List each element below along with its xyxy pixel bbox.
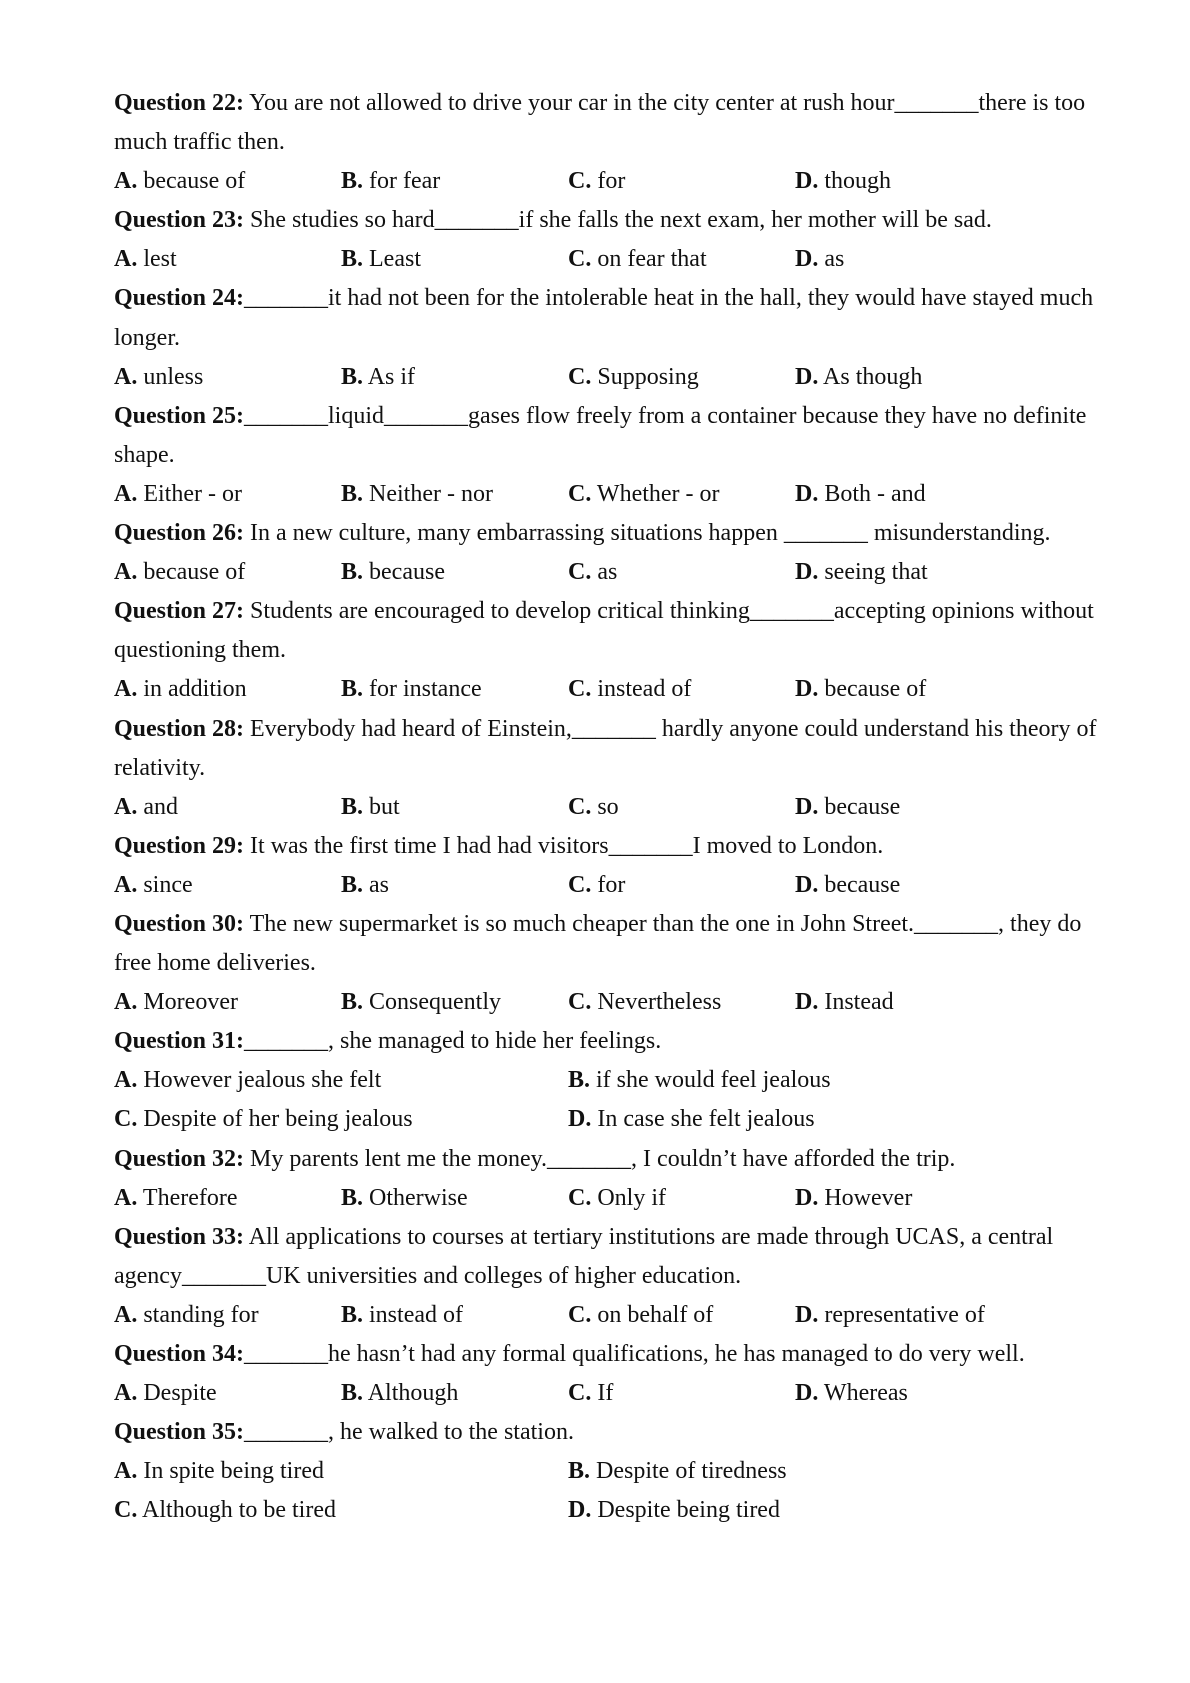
question-sheet: [114, 84, 1100, 1530]
question-stem: [114, 279, 1100, 357]
answer-option[interactable]: [114, 1491, 568, 1530]
answer-option[interactable]: [114, 788, 341, 827]
option-letter: B.: [341, 559, 364, 586]
question-label: Question 26:: [114, 520, 245, 547]
question-block: [114, 1413, 1100, 1530]
question-text: _______, he walked to the station.: [244, 1419, 574, 1446]
option-text: because of: [137, 168, 246, 195]
question-label: Question 25:: [114, 402, 245, 429]
question-text: _______it had not been for the intolerable heat in the hall, they would have stayed much longer.: [114, 285, 1094, 351]
answer-option[interactable]: [341, 1374, 568, 1413]
option-letter: D.: [795, 246, 819, 273]
answer-option[interactable]: [568, 358, 795, 397]
answer-options: [114, 162, 1100, 201]
question-label: Question 29:: [114, 832, 245, 859]
option-text: because: [363, 559, 445, 586]
option-letter: B.: [341, 1184, 364, 1211]
question-stem: [114, 1335, 1100, 1374]
option-text: for: [591, 168, 626, 195]
option-letter: B.: [568, 1458, 591, 1485]
option-letter: A.: [114, 168, 138, 195]
question-label: Question 33:: [114, 1223, 245, 1250]
option-letter: A.: [114, 989, 138, 1016]
answer-option[interactable]: [568, 1061, 1022, 1100]
answer-option[interactable]: [568, 670, 795, 709]
option-letter: D.: [568, 1497, 592, 1524]
option-letter: C.: [568, 1380, 592, 1407]
question-text: It was the first time I had had visitors_______I moved to London.: [244, 832, 884, 859]
answer-option[interactable]: [114, 1179, 341, 1218]
option-text: Least: [363, 246, 421, 273]
option-text: since: [137, 871, 193, 898]
option-text: on fear that: [591, 246, 707, 273]
answer-option[interactable]: [795, 553, 1022, 592]
option-letter: D.: [795, 793, 819, 820]
answer-option[interactable]: [568, 983, 795, 1022]
option-text: as: [363, 871, 390, 898]
option-letter: B.: [341, 363, 364, 390]
question-block: [114, 84, 1100, 201]
question-label: Question 24:: [114, 285, 245, 312]
option-text: seeing that: [818, 559, 928, 586]
option-text: standing for: [137, 1301, 259, 1328]
option-letter: A.: [114, 246, 138, 273]
answer-option[interactable]: [114, 1452, 568, 1491]
question-text: You are not allowed to drive your car in the city center at rush hour_______there is too much traffic then.: [114, 90, 1086, 156]
option-text: on behalf of: [591, 1301, 714, 1328]
option-letter: C.: [568, 363, 592, 390]
answer-option[interactable]: [114, 1374, 341, 1413]
option-text: representative of: [818, 1301, 985, 1328]
answer-option[interactable]: [795, 788, 1022, 827]
answer-option[interactable]: [568, 788, 795, 827]
option-text: so: [591, 793, 619, 820]
question-block: [114, 514, 1100, 592]
option-text: Either - or: [137, 480, 242, 507]
question-block: [114, 905, 1100, 1022]
option-text: unless: [137, 363, 204, 390]
option-letter: B.: [568, 1067, 591, 1094]
answer-option[interactable]: [341, 358, 568, 397]
question-label: Question 32:: [114, 1145, 245, 1172]
question-label: Question 30:: [114, 910, 245, 937]
answer-option[interactable]: [568, 1491, 1022, 1530]
answer-option[interactable]: [341, 670, 568, 709]
option-text: In case she felt jealous: [591, 1106, 815, 1133]
option-letter: D.: [795, 1301, 819, 1328]
option-text: However jealous she felt: [137, 1067, 382, 1094]
option-text: Despite: [137, 1380, 217, 1407]
option-letter: B.: [341, 989, 364, 1016]
answer-option[interactable]: [568, 1374, 795, 1413]
option-text: lest: [137, 246, 177, 273]
option-text: Neither - nor: [363, 480, 493, 507]
option-text: though: [818, 168, 892, 195]
question-block: [114, 710, 1100, 827]
question-label: Question 34:: [114, 1341, 245, 1367]
answer-option[interactable]: [795, 1296, 1022, 1335]
option-letter: D.: [795, 480, 819, 507]
option-letter: D.: [795, 559, 819, 586]
option-text: for instance: [363, 676, 482, 703]
answer-option[interactable]: [795, 866, 1022, 905]
option-letter: B.: [341, 480, 364, 507]
option-text: Although: [363, 1380, 459, 1407]
question-label: Question 27:: [114, 598, 245, 625]
option-letter: D.: [795, 989, 819, 1016]
option-text: and: [137, 793, 178, 820]
option-letter: A.: [114, 480, 138, 507]
option-letter: A.: [114, 363, 138, 390]
question-stem: [114, 84, 1100, 162]
option-letter: A.: [114, 1380, 138, 1407]
answer-option[interactable]: [568, 1452, 1022, 1491]
answer-option[interactable]: [568, 1100, 1022, 1139]
answer-option[interactable]: [114, 162, 341, 201]
option-letter: A.: [114, 871, 138, 898]
option-letter: C.: [568, 989, 592, 1016]
answer-option[interactable]: [795, 240, 1022, 279]
question-text: My parents lent me the money._______, I couldn’t have afforded the trip.: [244, 1145, 956, 1172]
option-letter: A.: [114, 1301, 138, 1328]
answer-options: [114, 475, 1100, 514]
answer-options: [114, 670, 1100, 709]
answer-option[interactable]: [114, 983, 341, 1022]
question-text: _______he hasn’t had any formal qualifications, he has managed to do very well.: [244, 1341, 1025, 1367]
question-text: All applications to courses at tertiary institutions are made through UCAS, a central agency_______UK universities and colleges of higher education.: [114, 1223, 1054, 1289]
answer-options: [114, 240, 1100, 279]
option-letter: B.: [341, 1380, 364, 1407]
answer-options: [114, 1452, 1100, 1530]
answer-option[interactable]: [568, 240, 795, 279]
answer-options: [114, 358, 1100, 397]
answer-option[interactable]: [114, 866, 341, 905]
answer-option[interactable]: [341, 162, 568, 201]
option-text: Only if: [591, 1184, 667, 1211]
question-label: Question 28:: [114, 715, 245, 742]
answer-option[interactable]: [568, 162, 795, 201]
option-letter: B.: [341, 793, 364, 820]
option-text: but: [363, 793, 400, 820]
option-letter: A.: [114, 1067, 138, 1094]
question-stem: [114, 514, 1100, 553]
answer-option[interactable]: [568, 1296, 795, 1335]
answer-options: [114, 788, 1100, 827]
option-letter: D.: [795, 1184, 819, 1211]
answer-option[interactable]: [114, 475, 341, 514]
question-stem: [114, 710, 1100, 788]
question-label: Question 22:: [114, 90, 245, 116]
option-text: as: [591, 559, 618, 586]
option-text: because of: [137, 559, 246, 586]
option-letter: D.: [795, 676, 819, 703]
option-text: As though: [818, 363, 923, 390]
answer-option[interactable]: [341, 240, 568, 279]
option-letter: D.: [795, 871, 819, 898]
option-text: However: [818, 1184, 913, 1211]
answer-option[interactable]: [795, 358, 1022, 397]
option-letter: C.: [568, 1301, 592, 1328]
answer-option[interactable]: [341, 1179, 568, 1218]
question-block: [114, 1218, 1100, 1335]
option-letter: A.: [114, 1458, 138, 1485]
option-letter: D.: [568, 1106, 592, 1133]
question-stem: [114, 1218, 1100, 1296]
answer-option[interactable]: [795, 475, 1022, 514]
option-letter: B.: [341, 1301, 364, 1328]
option-text: Consequently: [363, 989, 502, 1016]
question-stem: [114, 827, 1100, 866]
question-stem: [114, 1413, 1100, 1452]
question-label: Question 35:: [114, 1419, 245, 1446]
question-label: Question 23:: [114, 207, 245, 234]
answer-option[interactable]: [341, 983, 568, 1022]
answer-options: [114, 553, 1100, 592]
option-letter: C.: [568, 168, 592, 195]
answer-option[interactable]: [568, 475, 795, 514]
option-letter: D.: [795, 363, 819, 390]
question-stem: [114, 1140, 1100, 1179]
option-letter: C.: [568, 676, 592, 703]
option-letter: C.: [568, 1184, 592, 1211]
option-letter: A.: [114, 793, 138, 820]
option-letter: D.: [795, 1380, 819, 1407]
option-letter: B.: [341, 871, 364, 898]
option-text: Otherwise: [363, 1184, 468, 1211]
question-text: _______liquid_______gases flow freely from a container because they have no definite shape.: [114, 402, 1087, 468]
question-text: She studies so hard_______if she falls the next exam, her mother will be sad.: [244, 207, 992, 234]
option-letter: C.: [568, 559, 592, 586]
answer-option[interactable]: [795, 1179, 1022, 1218]
option-text: Supposing: [591, 363, 699, 390]
question-block: [114, 1022, 1100, 1139]
option-text: In spite being tired: [137, 1458, 324, 1485]
answer-option[interactable]: [341, 1296, 568, 1335]
question-stem: [114, 905, 1100, 983]
option-text: Whereas: [818, 1380, 908, 1407]
answer-options: [114, 1061, 1100, 1139]
answer-option[interactable]: [114, 1296, 341, 1335]
answer-options: [114, 1179, 1100, 1218]
answer-option[interactable]: [114, 670, 341, 709]
option-letter: C.: [114, 1497, 138, 1524]
option-letter: B.: [341, 168, 364, 195]
option-letter: C.: [568, 246, 592, 273]
option-letter: B.: [341, 246, 364, 273]
answer-option[interactable]: [341, 788, 568, 827]
question-block: [114, 1140, 1100, 1218]
question-stem: [114, 592, 1100, 670]
answer-option[interactable]: [114, 1100, 568, 1139]
option-text: If: [591, 1380, 614, 1407]
question-text: The new supermarket is so much cheaper than the one in John Street._______, they do free home deliveries.: [114, 910, 1082, 977]
option-text: because: [818, 871, 901, 898]
option-text: in addition: [137, 676, 247, 703]
option-letter: A.: [114, 676, 138, 703]
option-letter: A.: [114, 1184, 138, 1211]
option-letter: D.: [795, 168, 819, 195]
answer-option[interactable]: [114, 240, 341, 279]
option-text: Therefore: [137, 1184, 238, 1211]
option-text: Despite of tiredness: [590, 1458, 787, 1485]
answer-option[interactable]: [568, 866, 795, 905]
option-letter: A.: [114, 559, 138, 586]
option-text: as: [818, 246, 845, 273]
option-letter: C.: [568, 793, 592, 820]
question-label: Question 31:: [114, 1028, 245, 1055]
question-block: [114, 201, 1100, 279]
answer-option[interactable]: [568, 553, 795, 592]
answer-option[interactable]: [795, 162, 1022, 201]
option-text: for: [591, 871, 626, 898]
answer-option[interactable]: [795, 670, 1022, 709]
option-text: Instead: [818, 989, 894, 1016]
question-stem: [114, 397, 1100, 475]
answer-option[interactable]: [341, 866, 568, 905]
option-text: As if: [363, 363, 416, 390]
option-text: instead of: [363, 1301, 463, 1328]
option-letter: C.: [114, 1106, 138, 1133]
option-letter: C.: [568, 871, 592, 898]
option-text: for fear: [363, 168, 441, 195]
option-text: Moreover: [137, 989, 238, 1016]
question-stem: [114, 1022, 1100, 1061]
option-text: instead of: [591, 676, 692, 703]
answer-option[interactable]: [114, 1061, 568, 1100]
answer-options: [114, 983, 1100, 1022]
question-block: [114, 1335, 1100, 1413]
answer-option[interactable]: [114, 553, 341, 592]
question-block: [114, 827, 1100, 905]
option-text: Whether - or: [591, 480, 720, 507]
question-text: Students are encouraged to develop critical thinking_______accepting opinions without questioning them.: [114, 598, 1094, 664]
question-text: Everybody had heard of Einstein,_______ hardly anyone could understand his theory of relativity.: [114, 715, 1097, 781]
option-letter: B.: [341, 676, 364, 703]
option-text: Despite of her being jealous: [137, 1106, 413, 1133]
answer-option[interactable]: [568, 1179, 795, 1218]
option-text: Both - and: [818, 480, 926, 507]
answer-options: [114, 866, 1100, 905]
option-text: Nevertheless: [591, 989, 722, 1016]
answer-options: [114, 1296, 1100, 1335]
answer-options: [114, 1374, 1100, 1413]
option-text: if she would feel jealous: [590, 1067, 831, 1094]
answer-option[interactable]: [114, 358, 341, 397]
option-letter: C.: [568, 480, 592, 507]
question-text: In a new culture, many embarrassing situations happen _______ misunderstanding.: [244, 520, 1051, 547]
answer-option[interactable]: [795, 1374, 1022, 1413]
answer-option[interactable]: [795, 983, 1022, 1022]
answer-option[interactable]: [341, 475, 568, 514]
question-block: [114, 592, 1100, 709]
option-text: because: [818, 793, 901, 820]
question-block: [114, 279, 1100, 396]
option-text: Although to be tired: [137, 1497, 336, 1524]
question-stem: [114, 201, 1100, 240]
option-text: because of: [818, 676, 927, 703]
answer-option[interactable]: [341, 553, 568, 592]
option-text: Despite being tired: [591, 1497, 780, 1524]
question-text: _______, she managed to hide her feelings.: [244, 1028, 662, 1055]
question-block: [114, 397, 1100, 514]
